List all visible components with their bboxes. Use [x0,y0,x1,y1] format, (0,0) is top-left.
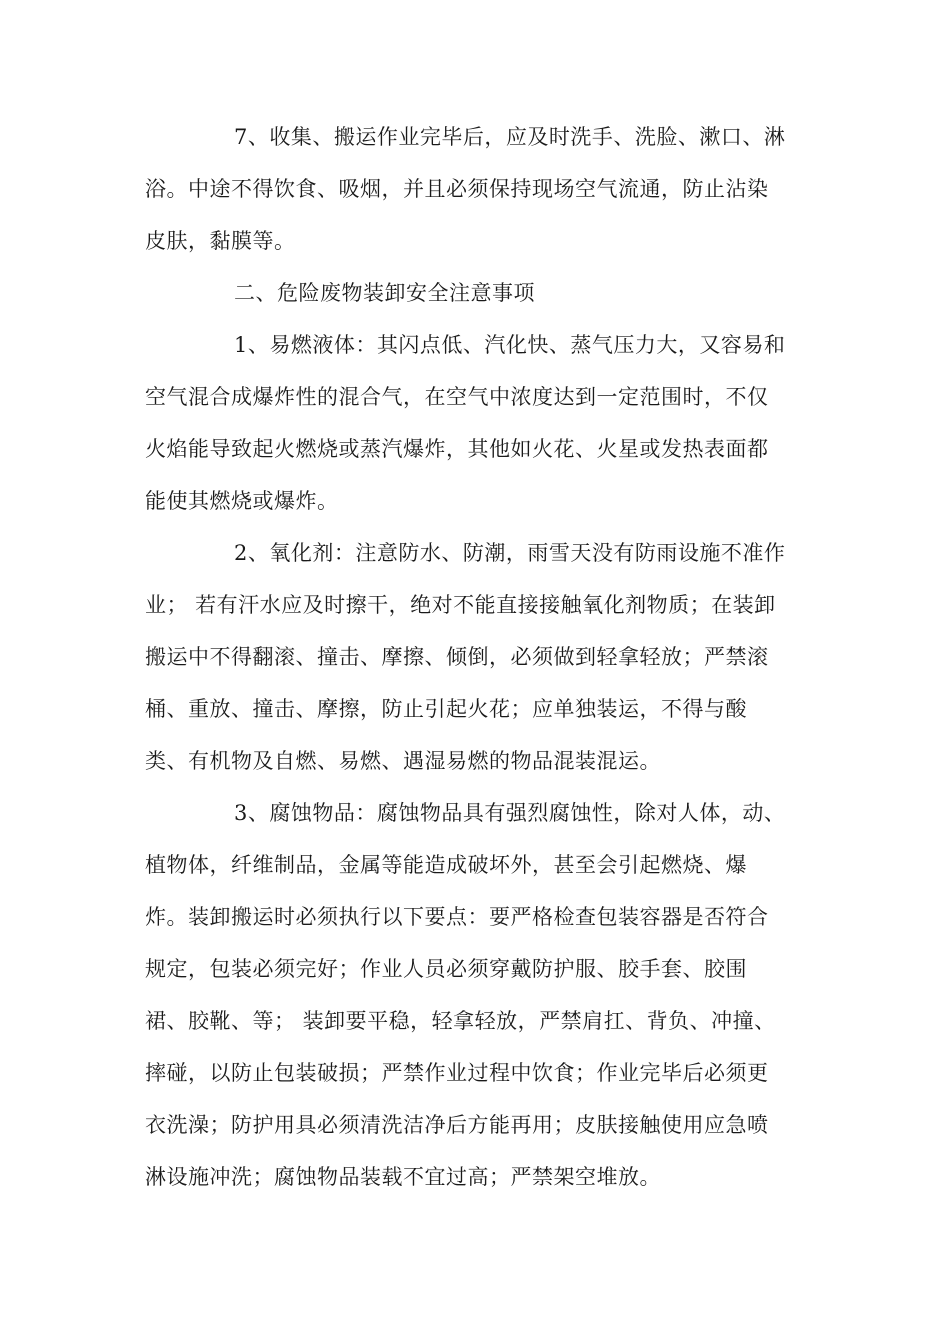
section-7-line-2: 浴。中途不得饮食、吸烟，并且必须保持现场空气流通，防止沾染 [145,177,769,201]
section-heading: 二、危险废物装卸安全注意事项 [234,281,535,305]
item-1-line-3: 火焰能导致起火燃烧或蒸汽爆炸，其他如火花、火星或发热表面都 [145,437,769,461]
item-3-line-1: 3、腐蚀物品：腐蚀物品具有强烈腐蚀性，除对人体，动、 [234,801,786,825]
item-3-line-8: 淋设施冲洗；腐蚀物品装载不宜过高；严禁架空堆放。 [145,1165,661,1189]
item-3-line-5: 裙、胶靴、等； 装卸要平稳，轻拿轻放，严禁肩扛、背负、冲撞、 [145,1009,776,1033]
item-1-line-1: 1、易燃液体：其闪点低、汽化快、蒸气压力大，又容易和 [234,333,786,357]
item-3-line-3: 炸。装卸搬运时必须执行以下要点：要严格检查包装容器是否符合 [145,905,769,929]
item-2-line-3: 搬运中不得翻滚、撞击、摩擦、倾倒，必须做到轻拿轻放；严禁滚 [145,645,769,669]
item-1-line-2: 空气混合成爆炸性的混合气，在空气中浓度达到一定范围时，不仅 [145,385,769,409]
item-3-line-7: 衣洗澡；防护用具必须清洗洁净后方能再用；皮肤接触使用应急喷 [145,1113,769,1137]
section-7-line-3: 皮肤，黏膜等。 [145,229,296,253]
item-1-line-4: 能使其燃烧或爆炸。 [145,489,339,513]
item-2-line-2: 业； 若有汗水应及时擦干，绝对不能直接接触氧化剂物质；在装卸 [145,593,776,617]
item-3-line-4: 规定，包装必须完好；作业人员必须穿戴防护服、胶手套、胶围 [145,957,747,981]
item-2-line-4: 桶、重放、撞击、摩擦，防止引起火花；应单独装运，不得与酸 [145,697,747,721]
item-2-line-1: 2、氧化剂：注意防水、防潮，雨雪天没有防雨设施不准作 [234,541,786,565]
item-2-line-5: 类、有机物及自燃、易燃、遇湿易燃的物品混装混运。 [145,749,661,773]
item-3-line-2: 植物体，纤维制品，金属等能造成破坏外，甚至会引起燃烧、爆 [145,853,747,877]
section-7-line-1: 7、收集、搬运作业完毕后，应及时洗手、洗脸、漱口、淋 [234,125,786,149]
item-3-line-6: 摔碰，以防止包装破损；严禁作业过程中饮食；作业完毕后必须更 [145,1061,769,1085]
